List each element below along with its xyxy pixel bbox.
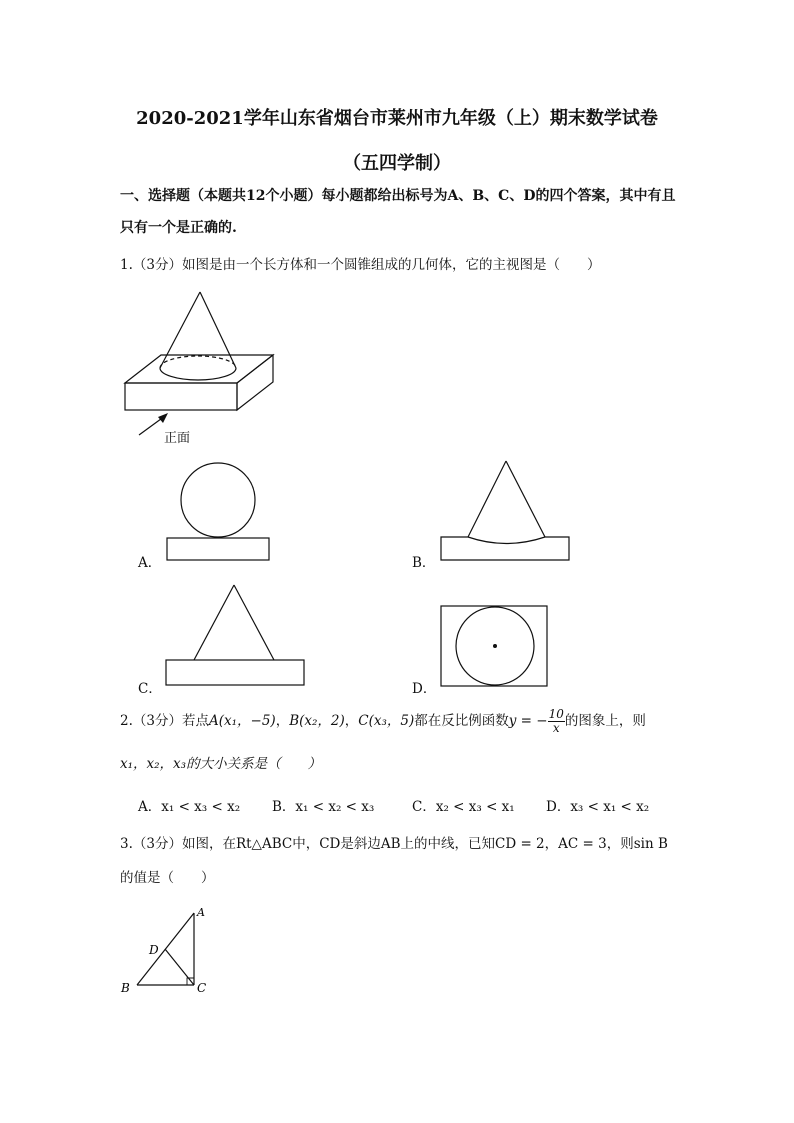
q2-fraction-numerator: 10 (548, 707, 564, 721)
q1-option-d-label: D． (412, 681, 437, 697)
q3-vertex-b: B (121, 981, 130, 995)
q2-suffix: 的图象上，则 (564, 713, 646, 729)
q1-option-a-figure (165, 462, 275, 562)
paper-subtitle: （五四学制） (343, 153, 451, 174)
q1-option-c-figure (165, 583, 307, 689)
q2-option-d: D．x₃ < x₁ < x₂ (546, 799, 650, 815)
q1-option-b-label: B． (412, 555, 436, 571)
q2-point-b: B(x₂，2) (289, 713, 345, 729)
paper-title: 2020-2021学年山东省烟台市莱州市九年级（上）期末数学试卷 (136, 108, 658, 129)
q2-point-c: C(x₃，5) (358, 713, 415, 729)
q2-fraction (548, 708, 565, 735)
q2-option-c: C．x₂ < x₃ < x₁ (412, 799, 515, 815)
q2-prefix: 2.（3分）若点 (120, 713, 209, 729)
q3-vertex-c: C (197, 981, 207, 995)
question-1-stem: 1.（3分）如图是由一个长方体和一个圆锥组成的几何体，它的主视图是（ ） (120, 257, 601, 273)
question-2-line-2: x₁，x₂，x₃的大小关系是（ ） (120, 756, 322, 772)
q1-option-b-figure (440, 458, 572, 564)
q3-triangle-figure (115, 900, 215, 1000)
question-3-line-1: 3.（3分）如图，在Rt△ABC中，CD是斜边AB上的中线，已知CD = 2，AC = 3，则sin B (120, 836, 668, 852)
q2-point-a: A(x₁，−5) (208, 713, 276, 729)
q1-solid-figure (118, 285, 288, 450)
q2-mid: 都在反比例函数 (414, 713, 509, 729)
q2-fraction-denominator: x (552, 721, 560, 735)
q2-option-a: A．x₁ < x₃ < x₂ (138, 799, 241, 815)
question-3-line-2: 的值是（ ） (120, 870, 215, 886)
q3-midpoint-d: D (149, 943, 159, 957)
q2-option-b: B．x₁ < x₂ < x₃ (272, 799, 375, 815)
q2-function-left: y = − (508, 713, 548, 729)
question-2-line-1: 2.（3分）若点A(x₁，−5)，B(x₂，2)，C(x₃，5)都在反比例函数y = − $\frac{10}{x}$ 的图象上，则 (120, 707, 646, 735)
q1-option-a-label: A． (138, 555, 162, 571)
front-view-label: 正面 (164, 431, 191, 446)
section-heading: 一、选择题（本题共12个小题）每小题都给出标号为A、B、C、D的四个答案，其中有且只有一个是正确的. (120, 188, 676, 236)
q3-vertex-a: A (197, 906, 205, 919)
q1-option-c-label: C． (138, 681, 162, 697)
q1-option-d-figure (440, 605, 550, 689)
